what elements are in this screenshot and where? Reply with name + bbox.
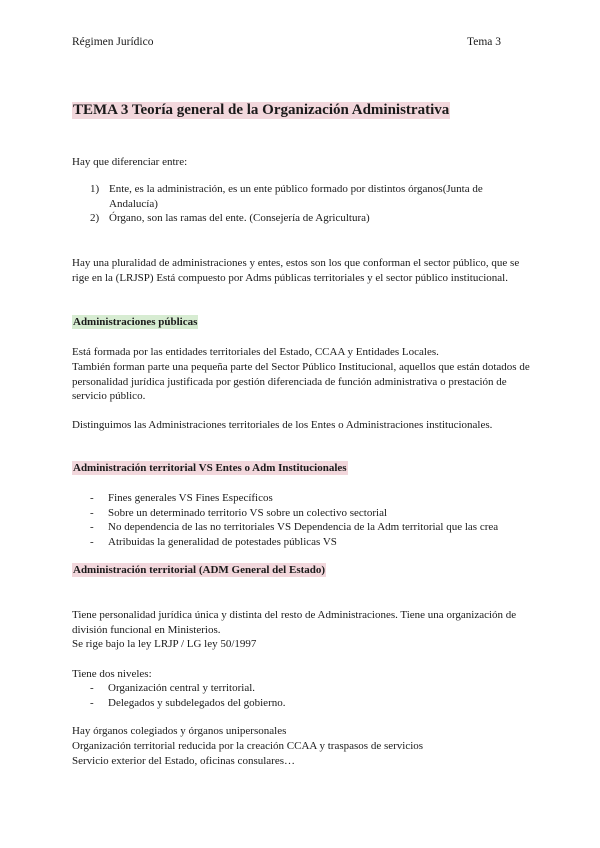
list-text: Atribuidas la generalidad de potestades públicas VS xyxy=(108,535,337,548)
paragraph: Hay órganos colegiados y órganos unipersonales xyxy=(72,725,287,737)
list-item xyxy=(90,182,490,211)
list-text: Delegados y subdelegados del gobierno. xyxy=(108,696,286,709)
paragraph: Distinguimos las Administraciones territoriales de los Entes o Administraciones institucionales. xyxy=(72,419,493,431)
list-item xyxy=(90,491,520,506)
dash-bullet: - xyxy=(90,492,94,504)
list-item xyxy=(90,520,520,535)
paragraph: Tiene dos niveles: xyxy=(72,668,152,680)
list-text: Ente, es la administración, es un ente público formado por distintos órganos(Junta de Andalucía) xyxy=(109,183,483,210)
paragraph: Se rige bajo la ley LRJP / LG ley 50/1997 xyxy=(72,638,257,650)
list-number: 1) xyxy=(90,183,100,195)
page-title: TEMA 3 Teoría general de la Organización Administrativa xyxy=(73,102,450,118)
list-item xyxy=(90,506,520,521)
header-left: Régimen Jurídico xyxy=(72,36,154,48)
section-heading: Administraciones públicas xyxy=(73,316,198,328)
paragraph: Tiene personalidad jurídica única y distinta del resto de Administraciones. Tiene una organización de división funcional en Ministerios. xyxy=(72,609,517,636)
dash-bullet: - xyxy=(90,535,94,548)
dash-bullet: - xyxy=(90,521,94,533)
list-item xyxy=(90,681,520,696)
bullet-list xyxy=(90,681,520,710)
list-text: No dependencia de las no territoriales VS Dependencia de la Adm territorial que las crea xyxy=(108,521,499,533)
list-text: Sobre un determinado territorio VS sobre un colectivo sectorial xyxy=(108,506,388,519)
list-item xyxy=(90,696,520,711)
list-item xyxy=(90,211,490,226)
list-text: Órgano, son las ramas del ente. (Consejería de Agricultura) xyxy=(109,212,370,224)
paragraph: También forman parte una pequeña parte del Sector Público Institucional, aquellos que están dotados de personalidad jurídica justificada por gestión diferenciada de función administrativa o prestación de servicio público. xyxy=(72,361,530,402)
section-heading: Administración territorial VS Entes o Adm Institucionales xyxy=(73,462,347,474)
dash-bullet: - xyxy=(90,682,94,694)
dash-bullet: - xyxy=(90,506,94,519)
paragraph: Hay una pluralidad de administraciones y entes, estos son los que conforman el sector público, que se rige en la (LRJSP) Está compuesto por Adms públicas territoriales y el sector público institucional. xyxy=(72,257,520,284)
list-item xyxy=(90,535,520,550)
bullet-list xyxy=(90,491,520,549)
list-text: Organización central y territorial. xyxy=(108,682,256,694)
paragraph: Organización territorial reducida por la creación CCAA y traspasos de servicios xyxy=(72,740,424,752)
section-heading: Administración territorial (ADM General del Estado) xyxy=(73,564,326,576)
dash-bullet: - xyxy=(90,696,94,709)
list-text: Fines generales VS Fines Específicos xyxy=(108,492,273,504)
header-right: Tema 3 xyxy=(467,36,502,48)
intro-text: Hay que diferenciar entre: xyxy=(72,156,188,168)
list-number: 2) xyxy=(90,212,100,224)
paragraph: Está formada por las entidades territoriales del Estado, CCAA y Entidades Locales. xyxy=(72,346,439,358)
paragraph: Servicio exterior del Estado, oficinas consulares… xyxy=(72,755,295,767)
